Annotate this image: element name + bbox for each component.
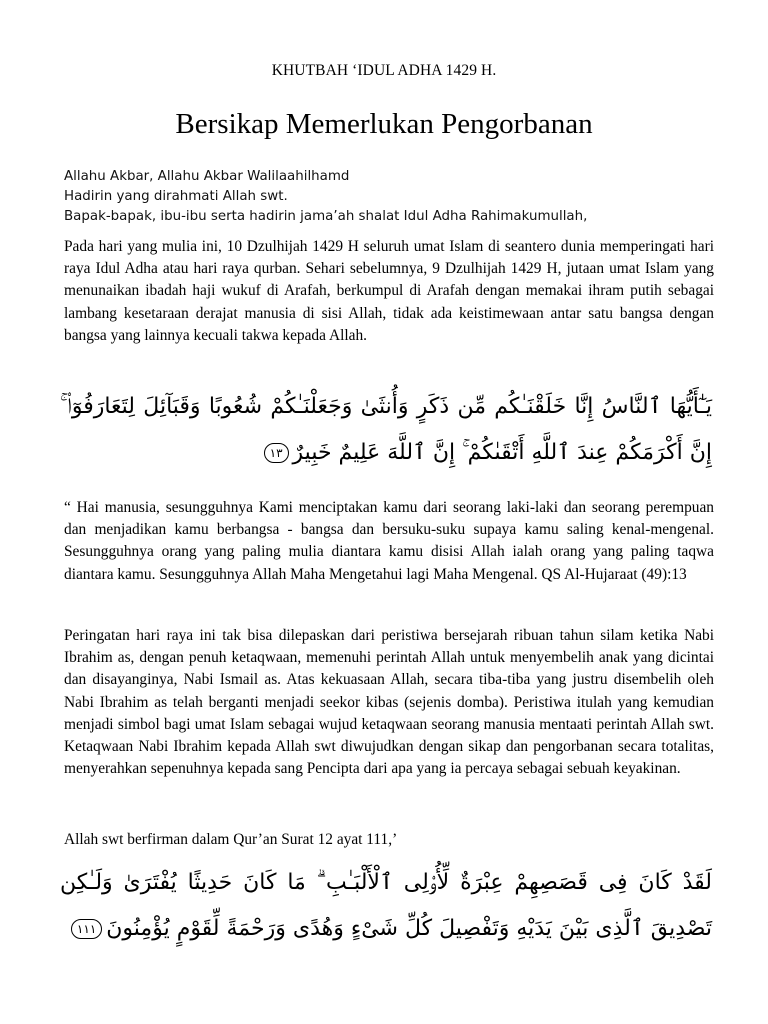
ayah-number-marker: ١١١ [71,919,102,939]
history-paragraph: Peringatan hari raya ini tak bisa dilepaskan dari peristiwa bersejarah ribuan tahun silam ketika Nabi Ibrahim as, dengan penuh ketaqwaan, memenuhi perintah Allah untuk menyembelih anak yang dicintai dan disayanginya, Nabi Ismail as. Atas kekuasaan Allah, secara tiba-tiba yang justru disembelih oleh Nabi Ibrahim as telah berganti menjadi seekor kibas (sejenis domba). Peristiwa itulah yang kemudian menjadi simbol bagi umat Islam sebagai wujud ketaqwaan seorang manusia mentaati perintah Allah swt. Ketaqwaan Nabi Ibrahim kepada Allah swt diwujudkan dengan sikap dan pengorbanan secara totalitas, menyerahkan sepenuhnya kepada sang Pencipta dari apa yang ia percaya sebagai sebuah keyakinan. [64,627,714,778]
intro-paragraph: Pada hari yang mulia ini, 10 Dzulhijah 1429 H seluruh umat Islam di seantero dunia memperingati hari raya Idul Adha atau hari raya qurban. Sehari sebelumnya, 9 Dzulhijah 1429 H, jutaan umat Islam yang menunaikan ibadah haji wukuf di Arafah, berkumpul di Arafah dengan memakai ihram putih sebagai lambang kesetaraan derajat manusia di sisi Allah, tidak ada keistimewaan antar satu bangsa dengan bangsa yang lainnya kecuali takwa kepada Allah. [64,238,714,344]
khutbah-heading: KHUTBAH ‘IDUL ADHA 1429 H. [271,62,497,79]
greeting-line: Allahu Akbar, Allahu Akbar Walilaahilhamd [64,169,350,184]
greeting-line: Hadirin yang dirahmati Allah swt. [64,189,288,204]
greeting-line: Bapak-bapak, ibu-ibu serta hadirin jama’ah shalat Idul Adha Rahimakumullah, [64,209,588,224]
ayah-number-marker: ١٣ [264,443,289,463]
page-title: Bersikap Memerlukan Pengorbanan [175,108,593,140]
verse-intro-line: Allah swt berfirman dalam Qur’an Surat 12 ayat 111,’ [64,831,398,848]
opening-greetings [64,167,724,227]
quran-verse-49-13 [60,384,712,476]
verse-text: لَقَدْ كَانَ فِى قَصَصِهِمْ عِبْرَةٌ لِّأُو۟لِى ٱلْأَلْبَـٰبِ ۗ مَا كَانَ حَدِيثًا يُفْتَرَىٰ وَلَـٰكِن تَصْدِيقَ ٱلَّذِى بَيْنَ يَدَيْهِ وَتَفْصِيلَ كُلِّ شَىْءٍ وَهُدًى وَرَحْمَةً لِّقَوْمٍ يُؤْمِنُونَ [60,870,712,941]
quran-verse-12-111 [60,860,712,952]
verse-text: يَـٰٓأَيُّهَا ٱلنَّاسُ إِنَّا خَلَقْنَـٰكُم مِّن ذَكَرٍ وَأُنثَىٰ وَجَعَلْنَـٰكُمْ شُعُوبًا وَقَبَآئِلَ لِتَعَارَفُوٓا۟ ۚ إِنَّ أَكْرَمَكُمْ عِندَ ٱللَّهِ أَتْقَىٰكُمْ ۚ إِنَّ ٱللَّهَ عَلِيمٌ خَبِيرٌ [60,394,712,465]
verse-translation: “ Hai manusia, sesungguhnya Kami menciptakan kamu dari seorang laki-laki dan seorang perempuan dan menjadikan kamu berbangsa - bangsa dan bersuku-suku supaya kamu saling kenal-mengenal. Sesungguhnya orang yang paling mulia diantara kamu disisi Allah ialah orang yang paling taqwa diantara kamu. Sesungguhnya Allah Maha Mengetahui lagi Maha Mengenal. QS Al-Hujaraat (49):13 [64,499,714,583]
